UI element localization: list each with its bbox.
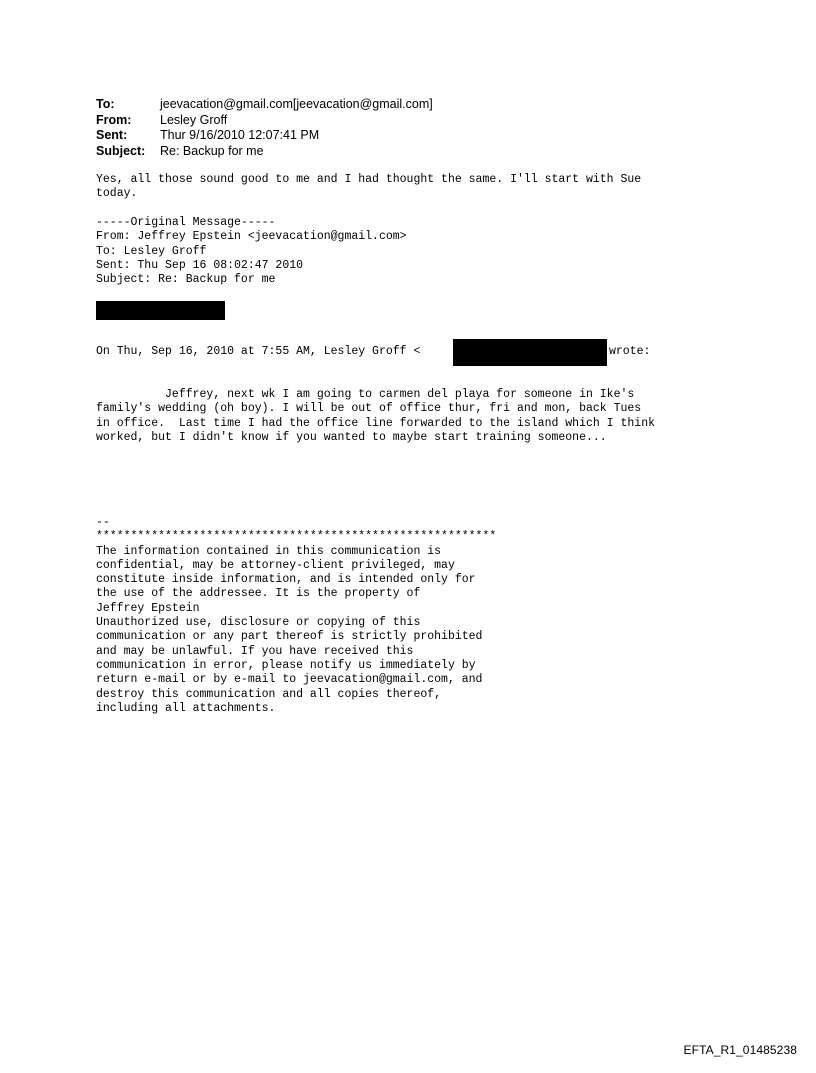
from-label: From:	[96, 112, 132, 127]
sent-label: Sent:	[96, 128, 128, 142]
subject-label: Subject:	[96, 143, 146, 158]
from-row	[96, 113, 433, 129]
from-value: Lesley Groff	[160, 112, 228, 127]
redaction-box	[453, 339, 607, 366]
to-row	[96, 97, 433, 113]
document-id-footer: EFTA_R1_01485238	[683, 1043, 797, 1057]
to-label: To:	[96, 97, 115, 111]
quote-intro: On Thu, Sep 16, 2010 at 7:55 AM, Lesley Groff <	[96, 345, 421, 358]
subject-row	[96, 144, 433, 160]
sent-row	[96, 128, 433, 144]
sent-value: Thur 9/16/2010 12:07:41 PM	[160, 128, 320, 142]
original-message-block: -----Original Message----- From: Jeffrey Epstein <jeevacation@gmail.com> To: Lesley Groff Sent: Thu Sep 16 08:02:47 2010 Subject: Re: Backup for me	[96, 216, 407, 287]
to-value: jeevacation@gmail.com[jeevacation@gmail.com]	[160, 97, 433, 111]
quote-intro-tail: wrote:	[609, 345, 651, 358]
quoted-body: Jeffrey, next wk I am going to carmen del playa for someone in Ike's family's wedding (oh boy). I will be out of office thur, fri and mon, back Tues in office. Last time I had the office line forwarded to the island which I think worked, but I didn't know if you wanted to maybe start training someone...	[96, 388, 655, 444]
confidentiality-disclaimer: -- ********************************************************** The information contained in this communication is confidential, may be attorney-client privileged, may constitute inside information, and is intended only for the use of the addressee. It is the property of Jeffrey Epstein Unauthorized use, disclosure or copying of this communication or any part thereof is strictly prohibited and may be unlawful. If you have received this communication in error, please notify us immediately by return e-mail or by e-mail to jeevacation@gmail.com, and destroy this communication and all copies thereof, including all attachments.	[96, 516, 497, 715]
redaction-box	[96, 301, 225, 320]
reply-text: Yes, all those sound good to me and I had thought the same. I'll start with Sue today.	[96, 173, 642, 201]
subject-value: Re: Backup for me	[160, 143, 264, 158]
email-header	[96, 97, 433, 159]
